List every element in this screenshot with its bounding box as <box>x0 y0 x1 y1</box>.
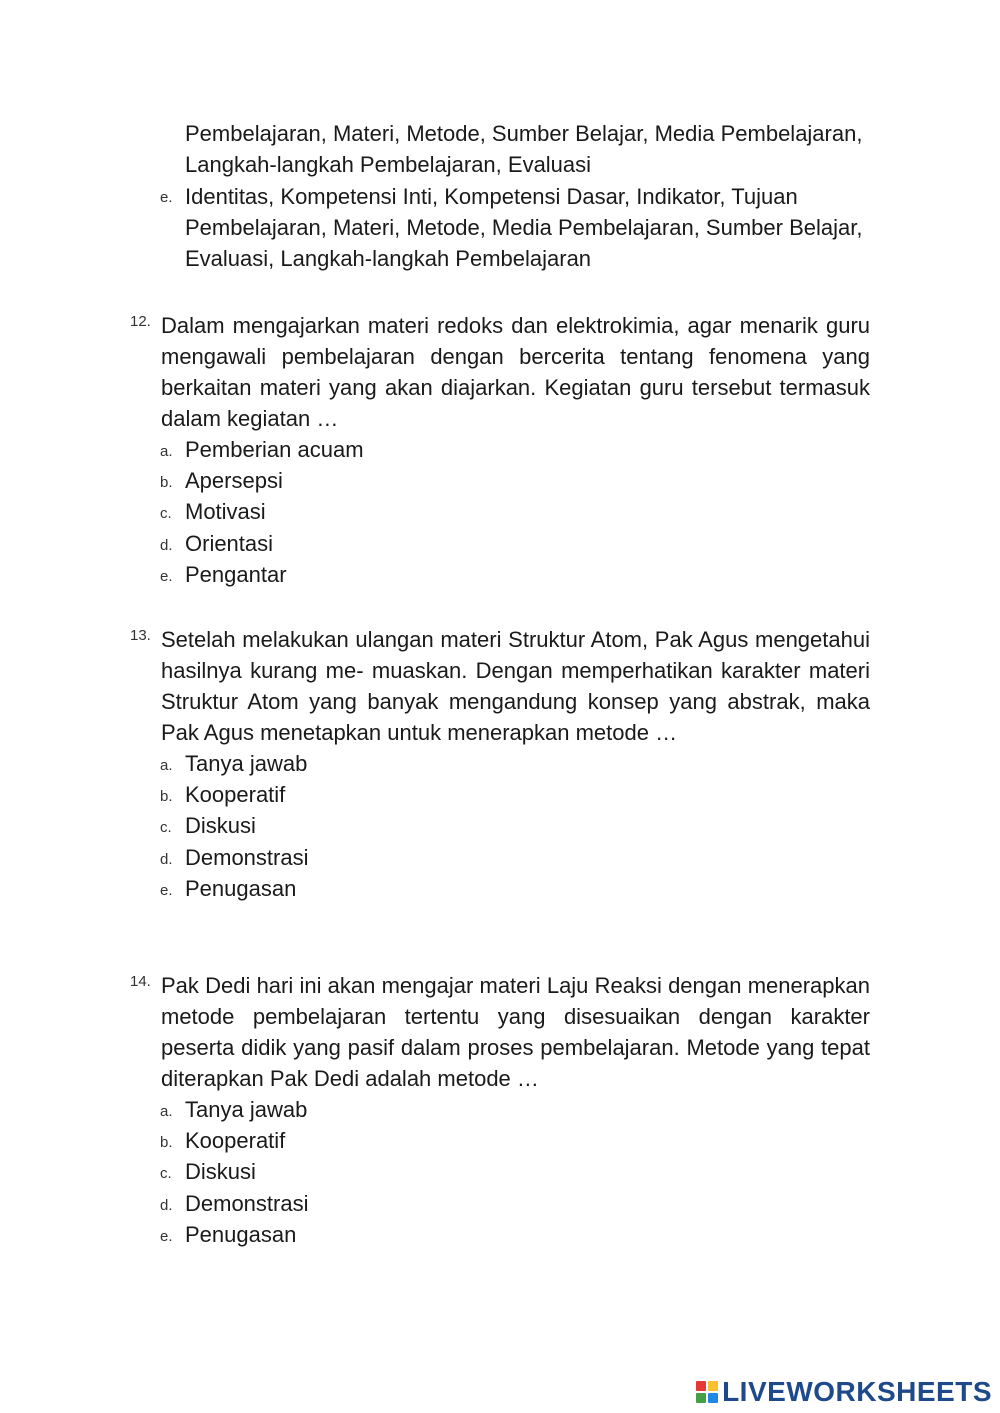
logo-wordmark: LIVEWORKSHEETS <box>722 1376 992 1407</box>
logo-square <box>696 1393 706 1403</box>
prev-option-e: e. Identitas, Kompetensi Inti, Kompetensi Dasar, Indikator, Tujuan Pembelajaran, Materi, Metode, Media Pembelajaran, Sumber Belajar, Evaluasi, Langkah-langkah Pembelajaran <box>160 184 863 271</box>
option-b: b. Apersepsi <box>160 468 283 494</box>
option-e: e. Penugasan <box>160 875 297 901</box>
option-e: e. Pengantar <box>160 561 287 587</box>
question-text: Pak Dedi hari ini akan mengajar materi Laju Reaksi dengan menerapkan metode pembelajaran tertentu yang disesuaikan dengan karakter peserta didik yang pasif dalam proses pembelajaran. Metode yang tepat diterapkan Pak Dedi adalah metode … <box>161 973 870 1091</box>
option-e: e. Penugasan <box>160 1221 297 1247</box>
option-c: c. Diskusi <box>160 1159 256 1185</box>
question-number: 14. <box>130 973 151 990</box>
logo-mark-icon <box>696 1381 718 1403</box>
question-13 <box>130 624 870 904</box>
logo-square <box>708 1381 718 1391</box>
question-text: Setelah melakukan ulangan materi Struktur Atom, Pak Agus mengetahui hasilnya kurang me- muaskan. Dengan memperhatikan karakter materi Struktur Atom yang banyak mengandung konsep yang abstrak, maka Pak Agus menetapkan untuk menerapkan metode … <box>161 627 870 745</box>
option-b: b. Kooperatif <box>160 782 286 808</box>
prev-option-d-continuation: Pembelajaran, Materi, Metode, Sumber Belajar, Media Pembelajaran, Langkah-langkah Pembelajaran, Evaluasi <box>185 121 863 177</box>
option-b: b. Kooperatif <box>160 1128 286 1154</box>
option-list <box>160 748 870 904</box>
option-a: a. Tanya jawab <box>160 751 308 776</box>
liveworksheets-logo <box>696 1377 992 1407</box>
option-a: a. Tanya jawab <box>160 1097 308 1122</box>
option-d: d. Demonstrasi <box>160 1190 309 1216</box>
question-12 <box>130 310 870 590</box>
option-c: c. Motivasi <box>160 499 266 525</box>
logo-square <box>708 1393 718 1403</box>
question-14 <box>130 970 870 1250</box>
option-a: a. Pemberian acuam <box>160 437 364 462</box>
question-text: Dalam mengajarkan materi redoks dan elektrokimia, agar menarik guru mengawali pembelajaran dengan bercerita tentang fenomena yang berkaitan materi yang akan diajarkan. Kegiatan guru tersebut termasuk dalam kegiatan … <box>161 313 870 431</box>
option-c: c. Diskusi <box>160 813 256 839</box>
option-list <box>160 1094 870 1250</box>
logo-square <box>696 1381 706 1391</box>
option-d: d. Demonstrasi <box>160 844 309 870</box>
question-number: 13. <box>130 627 151 644</box>
question-number: 12. <box>130 313 151 330</box>
option-list <box>160 434 870 590</box>
option-d: d. Orientasi <box>160 530 274 556</box>
